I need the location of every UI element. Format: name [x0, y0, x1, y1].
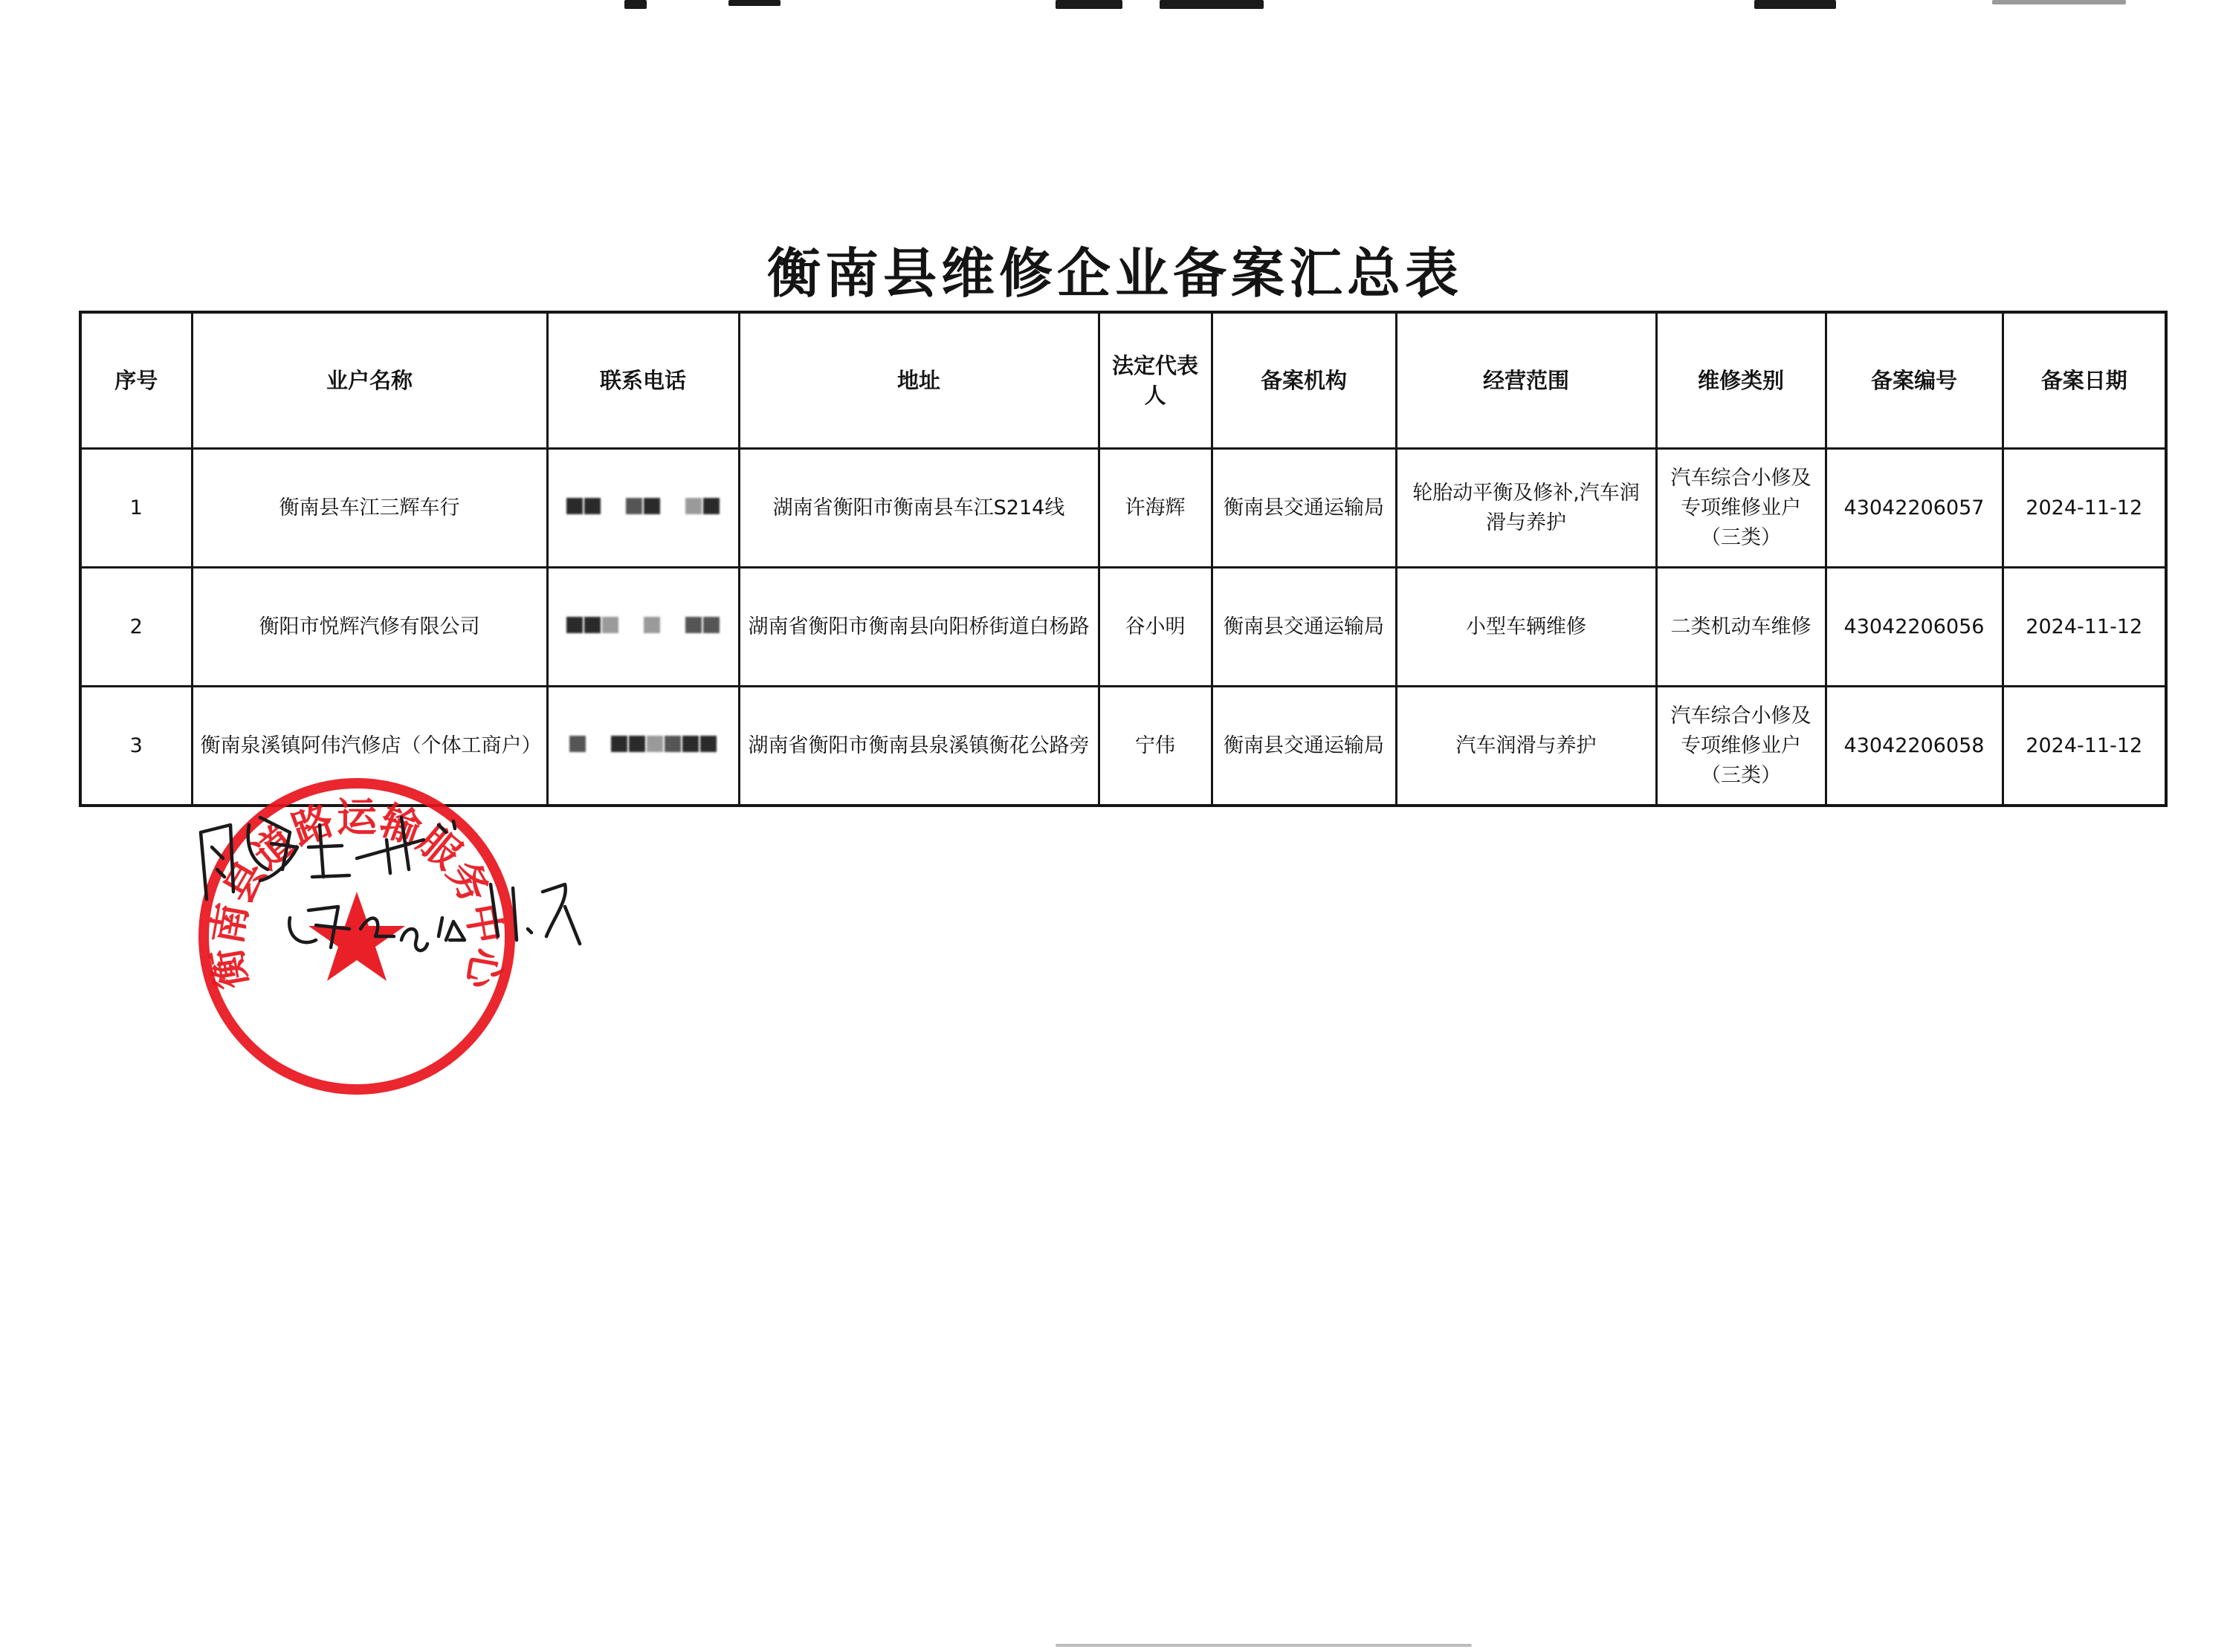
cell-seq: 3 — [80, 687, 192, 806]
svg-text:衡南县道路运输服务中心: 衡南县道路运输服务中心 — [202, 793, 511, 993]
cell-legal-rep: 谷小明 — [1099, 568, 1212, 687]
redacted-phone — [566, 493, 720, 523]
cell-address: 湖南省衡阳市衡南县车江S214线 — [739, 449, 1099, 568]
cell-address: 湖南省衡阳市衡南县泉溪镇衡花公路旁 — [739, 687, 1099, 806]
cell-record-date: 2024-11-12 — [2003, 687, 2166, 806]
handwritten-signature — [178, 788, 595, 1011]
header-record-date: 备案日期 — [2003, 312, 2166, 449]
cell-category: 汽车综合小修及专项维修业户（三类） — [1656, 449, 1826, 568]
cell-legal-rep: 许海辉 — [1099, 449, 1212, 568]
cell-agency: 衡南县交通运输局 — [1212, 449, 1396, 568]
header-agency: 备案机构 — [1212, 312, 1396, 449]
table-row — [80, 568, 2166, 687]
cell-seq: 1 — [80, 449, 192, 568]
cell-category: 二类机动车维修 — [1656, 568, 1826, 687]
cell-record-no: 43042206057 — [1826, 449, 2003, 568]
cell-legal-rep: 宁伟 — [1099, 687, 1212, 806]
scan-bottom-edge — [1056, 1644, 1472, 1647]
scan-edge-marks — [0, 0, 2230, 18]
redacted-phone — [569, 731, 717, 761]
header-record-no: 备案编号 — [1826, 312, 2003, 449]
header-seq: 序号 — [80, 312, 192, 449]
registration-table — [79, 311, 2168, 807]
cell-agency: 衡南县交通运输局 — [1212, 568, 1396, 687]
cell-name: 衡阳市悦辉汽修有限公司 — [192, 568, 547, 687]
cell-seq: 2 — [80, 568, 192, 687]
cell-address: 湖南省衡阳市衡南县向阳桥街道白杨路 — [739, 568, 1099, 687]
cell-record-no: 43042206058 — [1826, 687, 2003, 806]
cell-scope: 汽车润滑与养护 — [1396, 687, 1656, 806]
header-category: 维修类别 — [1656, 312, 1826, 449]
cell-phone-redacted — [547, 449, 739, 568]
cell-record-date: 2024-11-12 — [2003, 568, 2166, 687]
cell-name: 衡南县车江三辉车行 — [192, 449, 547, 568]
cell-category: 汽车综合小修及专项维修业户（三类） — [1656, 687, 1826, 806]
header-legal-rep: 法定代表人 — [1099, 312, 1212, 449]
redacted-phone — [566, 612, 720, 642]
header-phone: 联系电话 — [547, 312, 739, 449]
table-row — [80, 449, 2166, 568]
table-header-row — [80, 312, 2166, 449]
cell-record-date: 2024-11-12 — [2003, 449, 2166, 568]
header-address: 地址 — [739, 312, 1099, 449]
header-name: 业户名称 — [192, 312, 547, 449]
cell-name: 衡南泉溪镇阿伟汽修店（个体工商户） — [192, 687, 547, 806]
cell-scope: 轮胎动平衡及修补,汽车润滑与养护 — [1396, 449, 1656, 568]
cell-record-no: 43042206056 — [1826, 568, 2003, 687]
document-title: 衡南县维修企业备案汇总表 — [766, 242, 1463, 305]
cell-agency: 衡南县交通运输局 — [1212, 687, 1396, 806]
cell-phone-redacted — [547, 568, 739, 687]
header-scope: 经营范围 — [1396, 312, 1656, 449]
cell-scope: 小型车辆维修 — [1396, 568, 1656, 687]
